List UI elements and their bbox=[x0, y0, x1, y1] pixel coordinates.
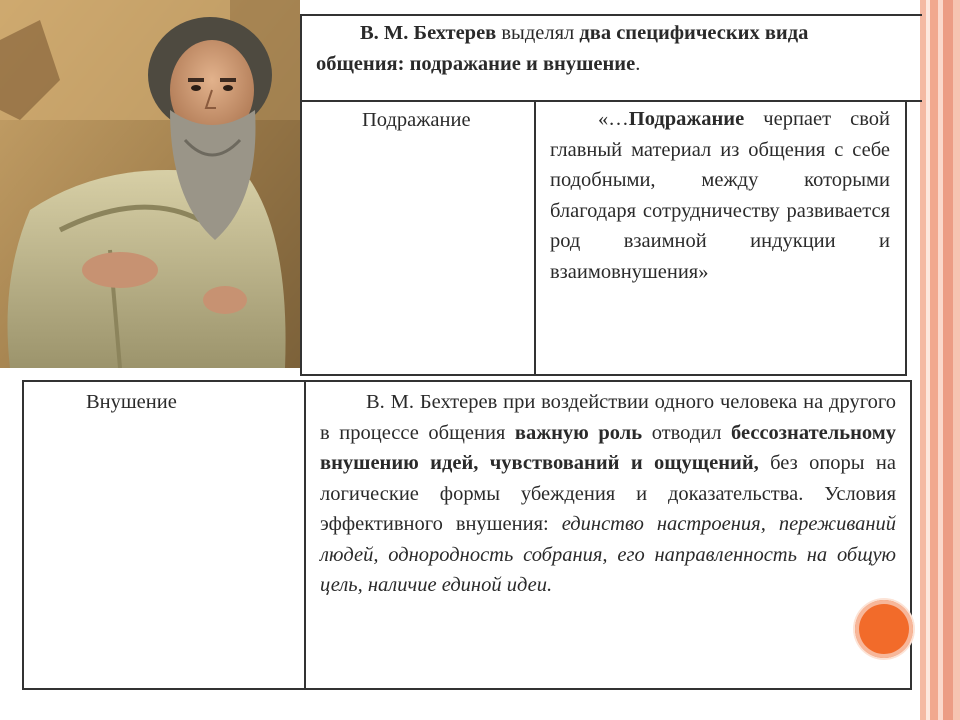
decorative-stripes bbox=[920, 0, 960, 720]
quote-open: «… bbox=[598, 108, 629, 130]
suggestion-unconscious: бессознательному внушению идей, чувствований и ощущений, bbox=[320, 421, 896, 474]
suggestion-part-1: В. М. Бехтерев при воздействии одного человека на другого в процессе общения bbox=[320, 391, 896, 444]
lower-table-bottom-line bbox=[22, 688, 912, 690]
upper-table-bottom-line bbox=[300, 374, 907, 376]
heading-verb: выделял bbox=[496, 22, 580, 44]
suggestion-important-role: важную роль bbox=[514, 421, 643, 444]
quote-body: черпает свой главный материал из общения с себе подобными, между которыми благодаря сотрудничеству развивается род взаимной индукции и взаимовнушения» bbox=[550, 108, 890, 283]
portrait-image bbox=[0, 0, 300, 368]
heading-author: В. М. Бехтерев bbox=[360, 22, 497, 44]
orange-circle-decoration bbox=[855, 600, 913, 658]
slide-heading bbox=[316, 18, 896, 79]
suggestion-label: Внушение bbox=[86, 391, 177, 413]
upper-table-col-line bbox=[534, 100, 536, 376]
heading-types: два специфических вида общения: подражание и внушение bbox=[316, 22, 809, 75]
lower-table-top-line bbox=[22, 380, 912, 382]
suggestion-text bbox=[320, 387, 896, 601]
suggestion-conditions: единство настроения, переживаний людей, однородность собрания, его направленность на общую цель, наличие единой идеи. bbox=[320, 513, 896, 596]
lower-table-col-line bbox=[304, 380, 306, 690]
lower-table-right-line bbox=[910, 380, 912, 690]
imitation-label: Подражание bbox=[362, 109, 471, 131]
heading-period: . bbox=[635, 52, 641, 75]
imitation-quote bbox=[550, 104, 890, 287]
upper-table-left-line bbox=[300, 14, 302, 376]
upper-table-right-line bbox=[905, 100, 907, 376]
suggestion-part-3: отводил bbox=[642, 421, 732, 444]
quote-bold-term: Подражание bbox=[628, 108, 745, 130]
lower-table-left-line bbox=[22, 380, 24, 690]
upper-table-top-line bbox=[300, 14, 922, 16]
upper-table-mid-line bbox=[300, 100, 922, 102]
suggestion-part-5: без опоры на логические формы убеждения и доказательства. Условия эффективного внушения: bbox=[320, 452, 896, 535]
